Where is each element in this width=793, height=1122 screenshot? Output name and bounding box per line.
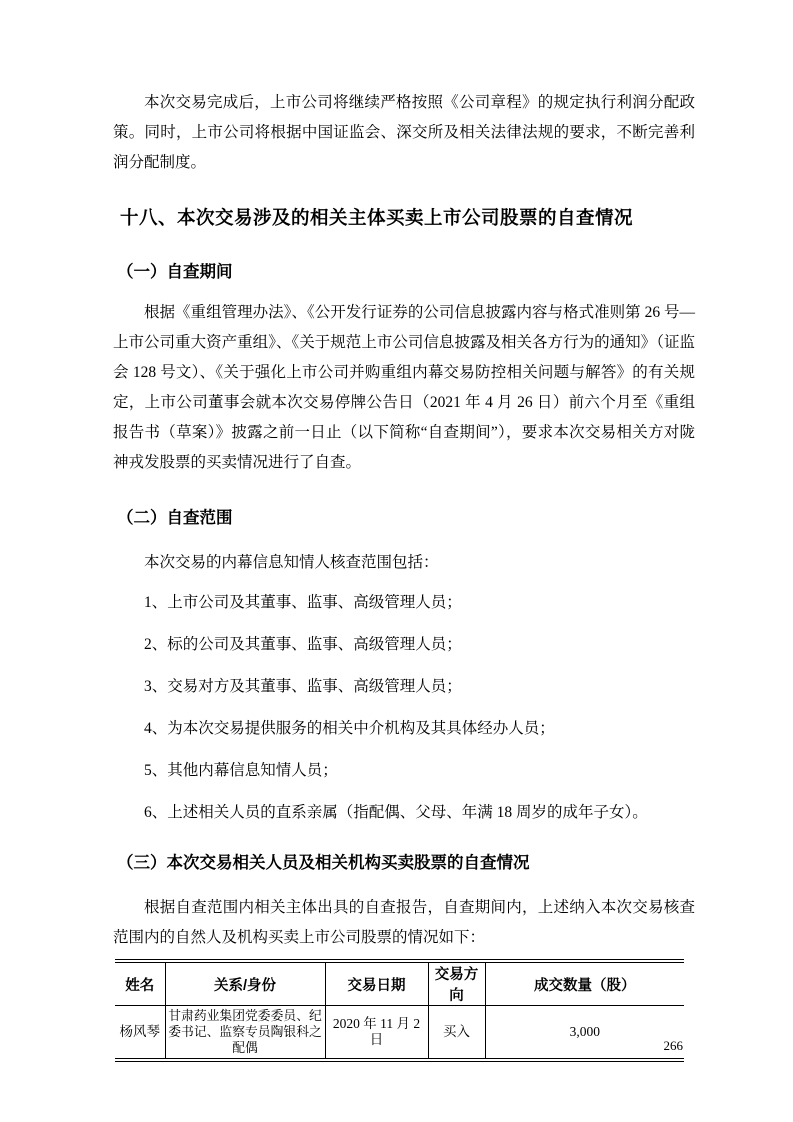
page-number: 266 xyxy=(663,1038,683,1053)
cell-trade-date: 2020 年 11 月 2 日 xyxy=(325,1006,428,1061)
table-header-trade-direction: 交易方向 xyxy=(428,961,485,1006)
table-row xyxy=(115,1006,684,1061)
cell-name: 杨风琴 xyxy=(119,1024,160,1039)
scope-item-4: 4、为本次交易提供服务的相关中介机构及其具体经办人员； xyxy=(144,720,555,737)
table-header-row xyxy=(115,961,684,1006)
paragraph-self-check-result: 根据自查范围内相关主体出具的自查报告，自查期间内，上述纳入本次交易核查范围内的自然人及机构买卖上市公司股票的情况如下： xyxy=(113,899,695,946)
table-header-name: 姓名 xyxy=(115,961,165,1006)
cell-trade-direction: 买入 xyxy=(428,1006,485,1061)
paragraph-inspection-period: 根据《重组管理办法》、《公开发行证券的公司信息披露内容与格式准则第 26 号—上市公司重大资产重组》、《关于规范上市公司信息披露及相关各方行为的通知》（证监会 128 号文）、《关于强化上市公司并购重组内幕交易防控相关问题与解答》的有关规定，上市公司董事会就本次交易停牌公告日（2021 年 4 月 26 日）前六个月至《重组报告书（草案）》披露之前一日止（以下简称“自查期间”），要求本次交易相关方对陇神戎发股票的买卖情况进行了自查。 xyxy=(113,304,695,471)
table-header-relation: 关系/身份 xyxy=(165,961,325,1006)
subsection-heading-self-check-result: （三）本次交易相关人员及相关机构买卖股票的自查情况 xyxy=(117,854,530,872)
scope-item-5: 5、其他内幕信息知情人员； xyxy=(144,762,338,779)
subsection-heading-inspection-scope: （二）自查范围 xyxy=(117,509,233,527)
cell-volume: 3,000 xyxy=(485,1006,684,1061)
table-header-volume: 成交数量（股） xyxy=(485,961,684,1006)
scope-item-2: 2、标的公司及其董事、监事、高级管理人员； xyxy=(144,636,462,653)
intro-paragraph: 本次交易完成后，上市公司将继续严格按照《公司章程》的规定执行利润分配政策。同时，上市公司将根据中国证监会、深交所及相关法律法规的要求，不断完善利润分配制度。 xyxy=(113,94,695,171)
subsection-heading-inspection-period: （一）自查期间 xyxy=(117,263,233,281)
table-header-trade-date: 交易日期 xyxy=(325,961,428,1006)
scope-item-1: 1、上市公司及其董事、监事、高级管理人员； xyxy=(144,594,462,611)
page-content xyxy=(113,88,695,1062)
cell-relation: 甘肃药业集团党委委员、纪委书记、监察专员陶银科之配偶 xyxy=(165,1006,325,1061)
scope-item-3: 3、交易对方及其董事、监事、高级管理人员； xyxy=(144,678,462,695)
scope-item-6: 6、上述相关人员的直系亲属（指配偶、父母、年满 18 周岁的成年子女）。 xyxy=(144,804,648,821)
stock-trades-table xyxy=(115,959,684,1062)
section-heading: 十八、本次交易涉及的相关主体买卖上市公司股票的自查情况 xyxy=(120,207,634,228)
paragraph-scope-intro: 本次交易的内幕信息知情人核查范围包括： xyxy=(144,554,439,571)
